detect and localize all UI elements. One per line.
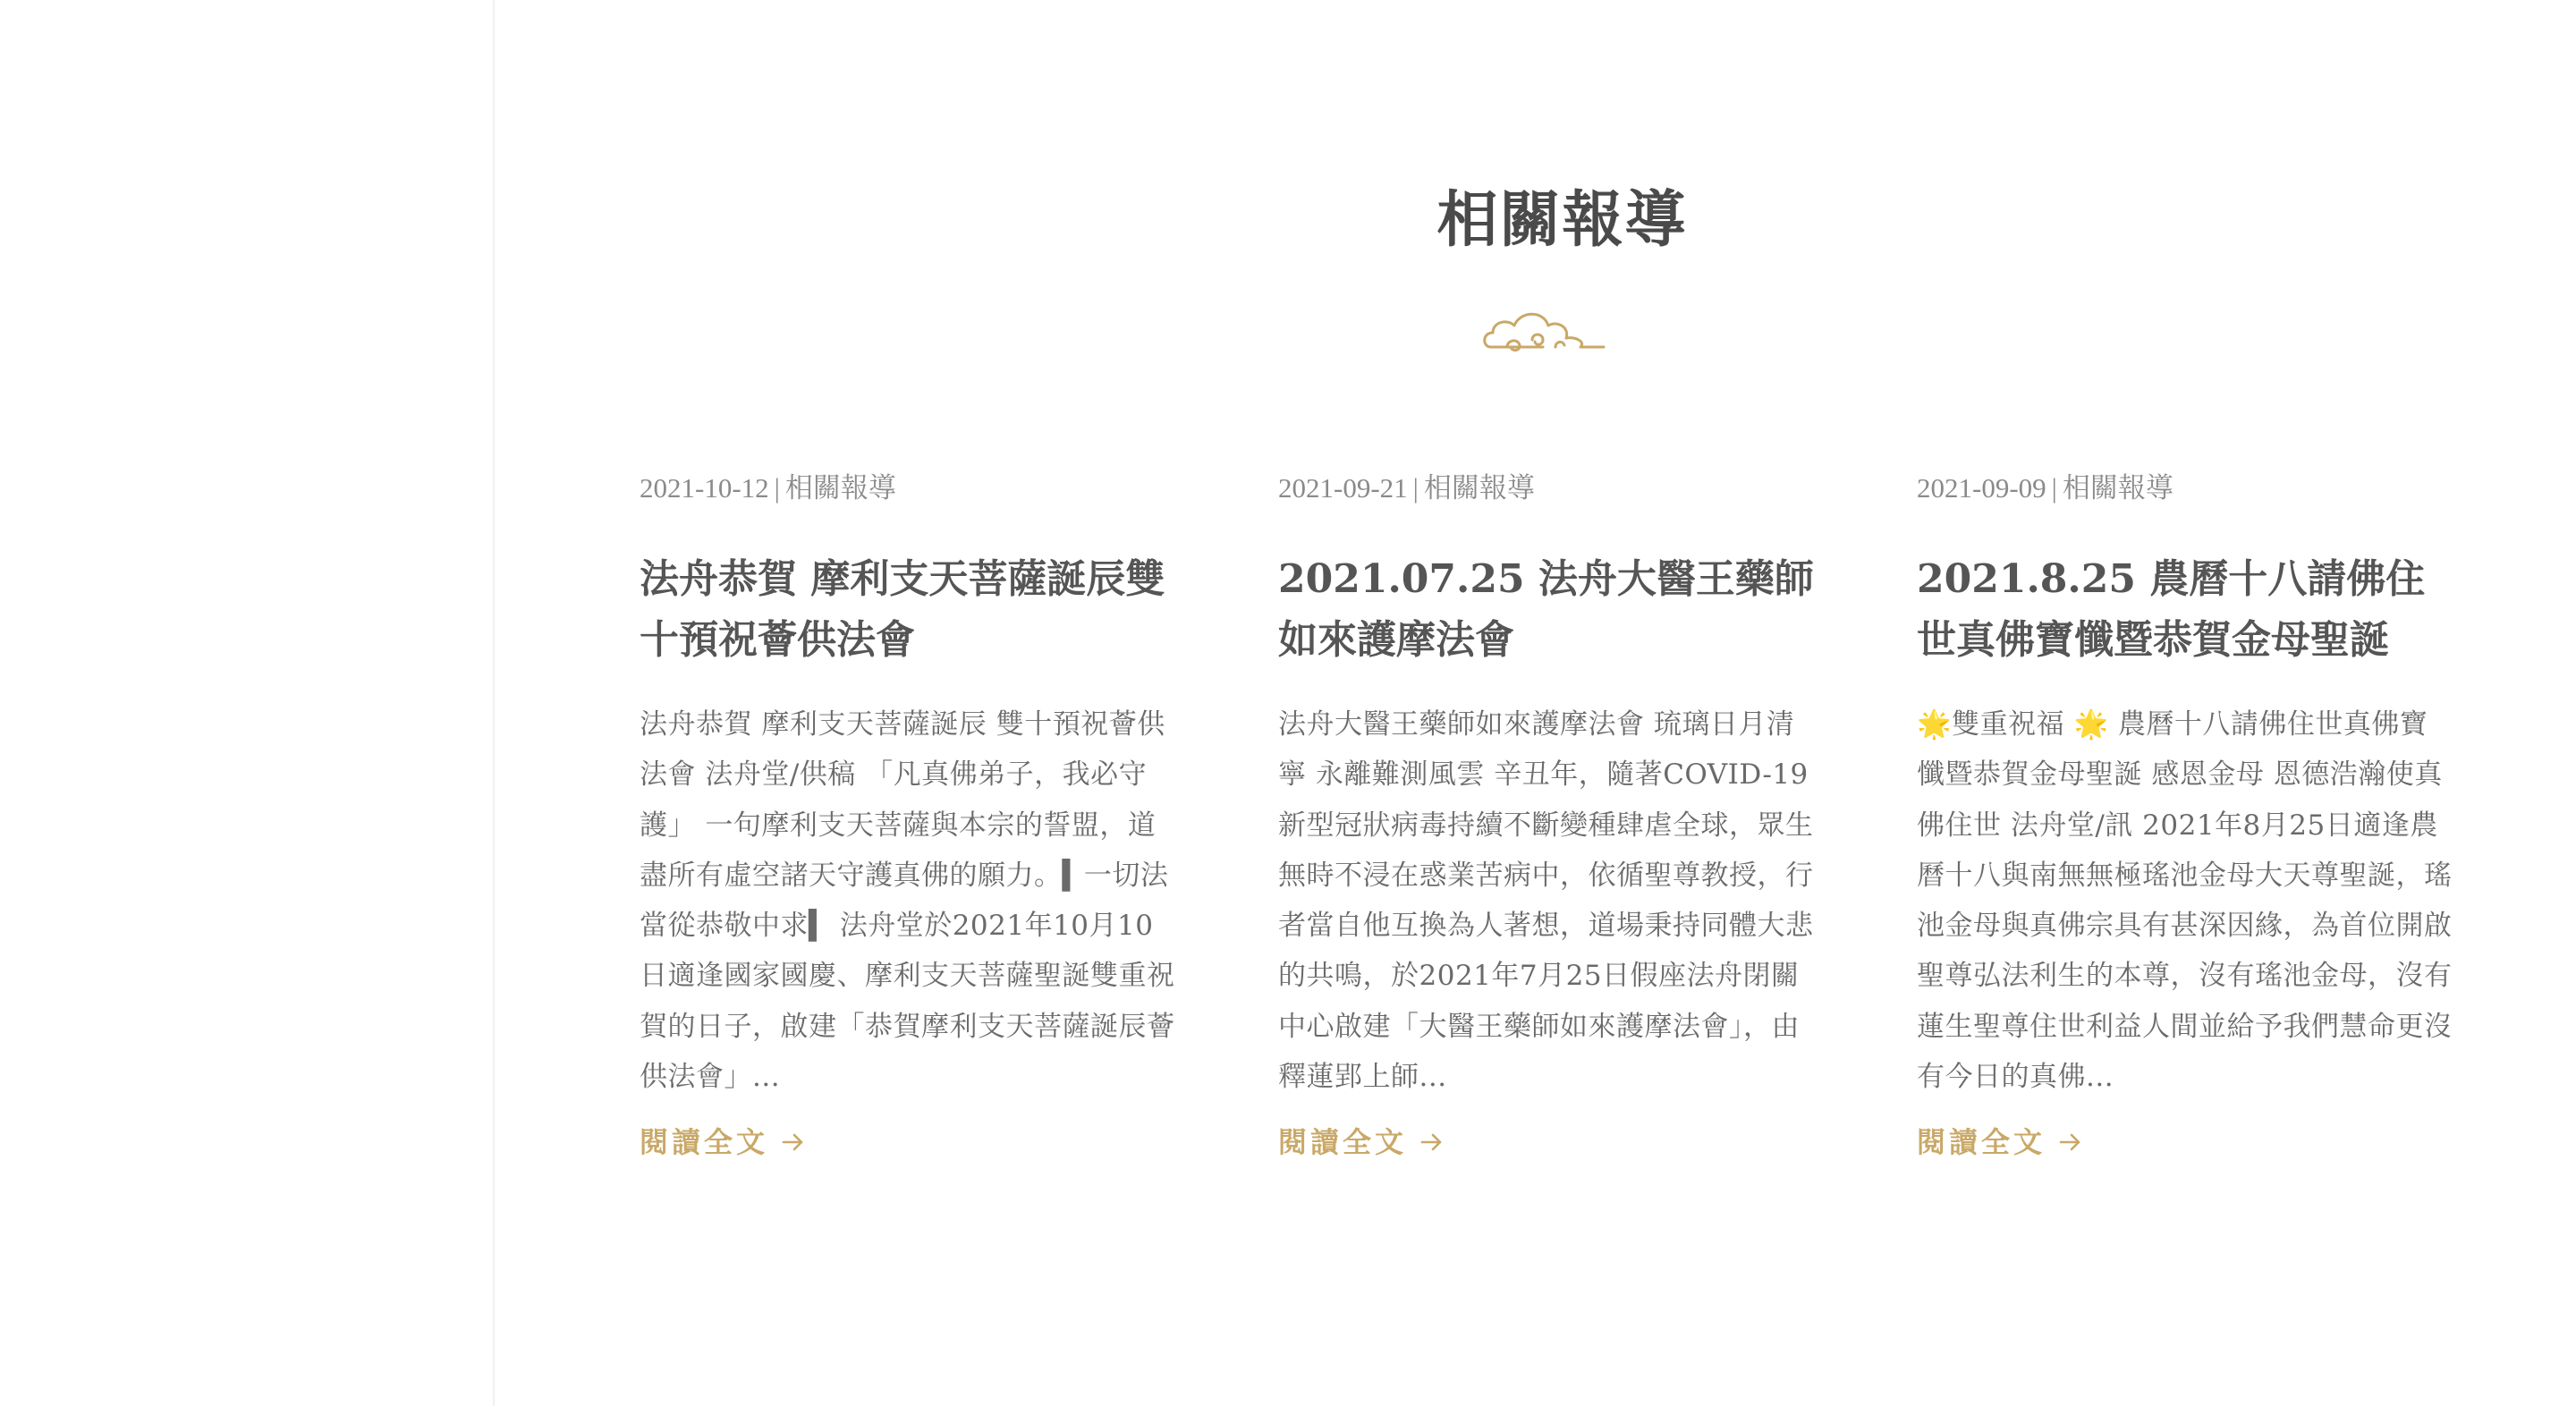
article-title-link[interactable]: 2021.07.25 法舟大醫王藥師如來護摩法會 [1278,556,1814,663]
meta-separator: | [1412,472,1419,504]
read-more-label: 閱讀全文 [1278,1125,1408,1159]
read-more-label: 閱讀全文 [640,1125,769,1159]
article-date: 2021-09-09 [1917,472,2046,504]
article-title-link[interactable]: 法舟恭賀 摩利支天菩薩誕辰雙十預祝薈供法會 [640,556,1165,663]
article-category-link[interactable]: 相關報導 [2062,472,2174,504]
meta-separator: | [2051,472,2057,504]
related-news-section [495,0,2576,1406]
article-card [640,465,1176,1164]
meta-separator: | [774,472,780,504]
read-more-link[interactable] [640,1121,806,1164]
article-card [1278,465,1815,1164]
read-more-label: 閱讀全文 [1917,1125,2046,1159]
arrow-right-icon [2056,1129,2083,1156]
arrow-right-icon [1418,1129,1445,1156]
section-title: 相關報導 [1436,184,1688,256]
article-card [1917,465,2453,1164]
article-date: 2021-09-21 [1278,472,1408,504]
article-title-link[interactable]: 2021.8.25 農曆十八請佛住世真佛寶懺暨恭賀金母聖誕 [1917,556,2426,663]
article-list [495,0,2576,1406]
article-category-link[interactable]: 相關報導 [784,472,896,504]
article-meta [1917,465,2453,512]
arrow-right-icon [779,1129,806,1156]
article-excerpt: 法舟大醫王藥師如來護摩法會 琉璃日月清寧 永離難測風雲 辛丑年，隨著COVID-19新型冠狀病毒持續不斷變種肆虐全球，眾生無時不浸在惑業苦病中，依循聖尊教授，行者當自他互換為人著想，道場秉持同體大悲的共鳴，於2021年7月25日假座法舟閉關中心啟建「大醫王藥師如來護摩法會」，由釋蓮郢上師... [1278,708,1814,1094]
left-sidebar-area [0,0,495,1406]
article-meta [640,465,1176,512]
article-excerpt: 法舟恭賀 摩利支天菩薩誕辰 雙十預祝薈供法會 法舟堂/供稿 「凡真佛弟子，我必守護」 一句摩利支天菩薩與本宗的誓盟，道盡所有虛空諸天守護真佛的願力。▍一切法當從恭敬中求▍ 法舟堂於2021年10月10日適逢國家國慶、摩利支天菩薩聖誕雙重祝賀的日子，啟建「恭賀摩利支天菩薩誕辰薈供法會」... [640,708,1175,1094]
article-meta [1278,465,1815,512]
article-date: 2021-10-12 [640,472,769,504]
read-more-link[interactable] [1278,1121,1445,1164]
read-more-link[interactable] [1917,1121,2083,1164]
article-category-link[interactable]: 相關報導 [1423,472,1535,504]
article-excerpt: 🌟雙重祝福 🌟 農曆十八請佛住世真佛寶懺暨恭賀金母聖誕 感恩金母 恩德浩瀚使真佛住世 法舟堂/訊 2021年8月25日適逢農曆十八與南無無極瑤池金母大天尊聖誕，瑤池金母與真佛宗具有甚深因緣，為首位開啟聖尊弘法利生的本尊，沒有瑤池金母，沒有蓮生聖尊住世利益人間並給予我們慧命更沒有今日的真佛... [1917,708,2453,1094]
